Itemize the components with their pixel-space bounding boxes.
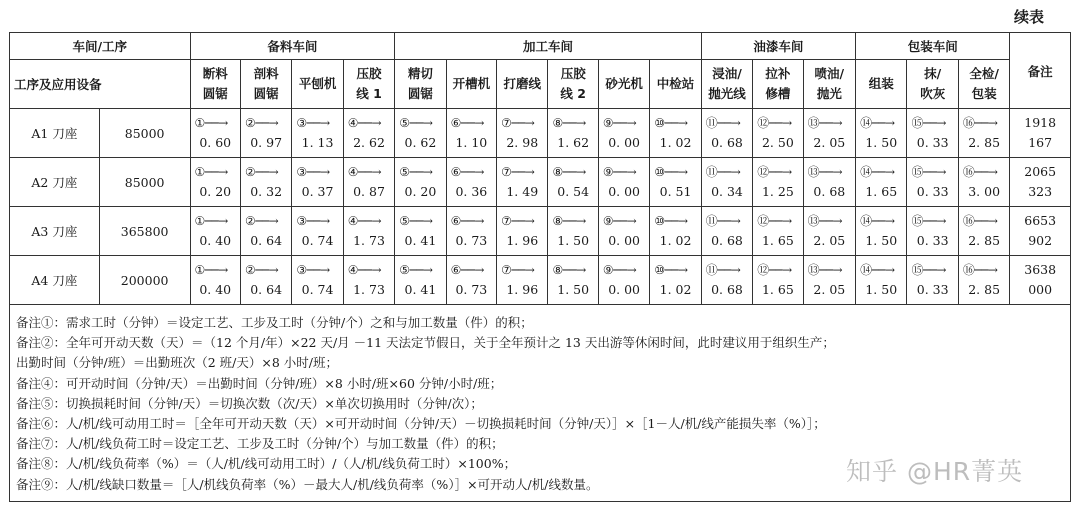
station-header xyxy=(598,60,649,109)
step-time: 0. 97 xyxy=(250,135,283,150)
station-header xyxy=(650,60,701,109)
process-step-cell xyxy=(497,256,548,305)
step-marker: ⑮──→ xyxy=(911,116,946,130)
step-time: 3. 00 xyxy=(968,184,1001,199)
step-marker: ⑦──→ xyxy=(501,165,535,179)
step-time: 1. 13 xyxy=(301,135,334,150)
process-step-cell xyxy=(701,109,752,158)
step-marker: ⑧──→ xyxy=(552,165,586,179)
step-marker: ⑫──→ xyxy=(757,116,792,130)
step-time: 2. 05 xyxy=(813,282,846,297)
station-header-text: 喷油/ xyxy=(814,66,845,81)
step-time: 0. 33 xyxy=(916,282,949,297)
step-marker: ⑪──→ xyxy=(705,165,741,179)
step-marker: ⑯──→ xyxy=(962,214,998,228)
step-time: 1. 02 xyxy=(659,135,692,150)
step-time: 1. 50 xyxy=(865,135,898,150)
product-quantity: 365800 xyxy=(99,207,190,256)
process-step-cell xyxy=(395,256,446,305)
step-time: 0. 36 xyxy=(455,184,488,199)
step-marker: ⑫──→ xyxy=(757,263,792,277)
note-line: 备注④：可开动时间（分钟/天）＝出勤时间（分钟/班）×8 小时/班×60 分钟/小时/班； xyxy=(16,375,503,391)
station-header-text: 组装 xyxy=(868,76,894,91)
process-step-cell xyxy=(446,158,496,207)
process-step-cell xyxy=(753,207,803,256)
product-name: A2 刀座 xyxy=(10,158,100,207)
remarks-header: 备注 xyxy=(1010,33,1071,109)
step-marker: ⑯──→ xyxy=(962,165,998,179)
station-header xyxy=(701,60,752,109)
process-step-cell xyxy=(343,109,394,158)
step-time: 0. 20 xyxy=(404,184,437,199)
process-step-cell xyxy=(701,158,752,207)
step-time: 1. 50 xyxy=(557,282,590,297)
process-table xyxy=(9,32,1071,502)
workshop-header: 油漆车间 xyxy=(701,33,855,60)
product-name: A1 刀座 xyxy=(10,109,100,158)
step-marker: ④──→ xyxy=(347,263,382,277)
step-marker: ③──→ xyxy=(296,116,330,130)
step-marker: ⑯──→ xyxy=(962,263,998,277)
step-time: 0. 41 xyxy=(404,282,437,297)
process-step-cell xyxy=(446,207,496,256)
process-step-cell xyxy=(907,109,958,158)
step-time: 1. 73 xyxy=(353,233,385,248)
station-header-text: 拉补 xyxy=(765,66,791,81)
row-remark-line: 6653 xyxy=(1024,213,1057,228)
station-header-text: 抹/ xyxy=(924,66,942,81)
process-step-cell xyxy=(240,109,291,158)
table-row xyxy=(10,158,1071,207)
process-step-cell xyxy=(292,109,343,158)
process-label-header: 工序及应用设备 xyxy=(10,60,191,109)
process-step-cell xyxy=(856,207,907,256)
process-step-cell xyxy=(395,109,446,158)
step-marker: ⑭──→ xyxy=(860,263,895,277)
step-marker: ⑬──→ xyxy=(807,116,843,130)
step-marker: ⑯──→ xyxy=(962,116,998,130)
process-step-cell xyxy=(650,158,701,207)
step-time: 0. 20 xyxy=(199,184,232,199)
process-step-cell xyxy=(548,158,598,207)
step-marker: ①──→ xyxy=(194,214,228,228)
station-header-text: 断料 xyxy=(202,66,228,81)
station-header-text: 圆锯 xyxy=(407,86,433,101)
row-remark-line: 3638 xyxy=(1024,262,1057,277)
step-marker: ⑥──→ xyxy=(450,165,484,179)
process-step-cell xyxy=(190,207,240,256)
station-header-text: 全检/ xyxy=(969,66,999,81)
product-quantity: 85000 xyxy=(99,109,190,158)
process-step-cell xyxy=(650,256,701,305)
station-header-text: 圆锯 xyxy=(202,86,228,101)
station-header-text: 开槽机 xyxy=(452,76,491,91)
process-step-cell xyxy=(856,158,907,207)
step-marker: ⑭──→ xyxy=(860,214,895,228)
note-line: 备注①：需求工时（分钟）＝设定工艺、工步及工时（分钟/个）之和与加工数量（件）的积； xyxy=(16,315,533,330)
process-step-cell xyxy=(753,158,803,207)
process-step-cell xyxy=(598,207,649,256)
step-marker: ②──→ xyxy=(244,263,279,277)
watermark: 知乎 @HR菁英 xyxy=(846,457,1024,486)
step-time: 1. 10 xyxy=(455,135,488,150)
station-header-text: 圆锯 xyxy=(253,86,279,101)
step-marker: ⑦──→ xyxy=(501,214,535,228)
step-time: 2. 50 xyxy=(761,135,794,150)
process-step-cell xyxy=(240,207,291,256)
row-remark-line: 1918 xyxy=(1024,115,1057,130)
step-marker: ①──→ xyxy=(194,165,228,179)
step-marker: ④──→ xyxy=(347,214,382,228)
step-marker: ⑤──→ xyxy=(399,263,433,277)
process-step-cell xyxy=(803,109,855,158)
step-time: 0. 64 xyxy=(250,282,283,297)
step-time: 0. 32 xyxy=(250,184,283,199)
station-header xyxy=(292,60,343,109)
step-marker: ⑮──→ xyxy=(911,263,946,277)
station-header-text: 中检站 xyxy=(656,76,695,91)
station-header xyxy=(240,60,291,109)
station-header xyxy=(446,60,496,109)
step-marker: ⑪──→ xyxy=(705,214,741,228)
station-header-text: 精切 xyxy=(407,66,433,81)
station-header-text: 压胶 xyxy=(356,66,382,81)
station-header-text: 吹灰 xyxy=(920,86,946,101)
product-name: A4 刀座 xyxy=(10,256,100,305)
step-marker: ⑧──→ xyxy=(552,214,586,228)
station-header xyxy=(190,60,240,109)
step-time: 0. 74 xyxy=(301,233,334,248)
step-time: 0. 51 xyxy=(659,184,692,199)
step-marker: ⑤──→ xyxy=(399,165,433,179)
station-header-text: 砂光机 xyxy=(605,76,643,91)
process-step-cell xyxy=(292,256,343,305)
step-marker: ⑥──→ xyxy=(450,263,484,277)
process-step-cell xyxy=(803,207,855,256)
step-marker: ⑭──→ xyxy=(860,165,895,179)
step-marker: ⑫──→ xyxy=(757,214,792,228)
step-marker: ⑩──→ xyxy=(654,214,688,228)
step-marker: ⑬──→ xyxy=(807,214,843,228)
product-quantity: 200000 xyxy=(99,256,190,305)
step-time: 1. 62 xyxy=(557,135,590,150)
station-header xyxy=(907,60,958,109)
step-time: 2. 62 xyxy=(353,135,385,150)
process-step-cell xyxy=(803,158,855,207)
step-time: 2. 85 xyxy=(968,233,1001,248)
process-step-cell xyxy=(343,158,394,207)
process-step-cell xyxy=(292,158,343,207)
step-time: 1. 02 xyxy=(659,233,692,248)
station-header xyxy=(548,60,598,109)
station-header-text: 打磨线 xyxy=(503,76,542,91)
process-step-cell xyxy=(292,207,343,256)
step-marker: ⑦──→ xyxy=(501,116,535,130)
step-marker: ⑬──→ xyxy=(807,263,843,277)
row-label-header: 车间/工序 xyxy=(10,33,191,60)
step-marker: ⑫──→ xyxy=(757,165,792,179)
station-header-text: 线 2 xyxy=(560,86,586,101)
step-time: 1. 65 xyxy=(761,282,794,297)
station-header-text: 剖料 xyxy=(253,66,279,81)
station-header-text: 压胶 xyxy=(560,66,586,81)
step-time: 0. 00 xyxy=(608,135,641,150)
step-time: 0. 74 xyxy=(301,282,334,297)
process-step-cell xyxy=(240,158,291,207)
step-marker: ②──→ xyxy=(244,214,279,228)
process-step-cell xyxy=(753,109,803,158)
step-marker: ⑨──→ xyxy=(602,116,637,130)
step-marker: ⑩──→ xyxy=(654,263,688,277)
step-marker: ⑧──→ xyxy=(552,263,586,277)
row-remark xyxy=(1010,256,1071,305)
station-header xyxy=(497,60,548,109)
step-marker: ①──→ xyxy=(194,263,228,277)
station-header-text: 浸油/ xyxy=(712,66,742,81)
station-header xyxy=(803,60,855,109)
step-marker: ②──→ xyxy=(244,165,279,179)
process-step-cell xyxy=(650,109,701,158)
step-time: 0. 37 xyxy=(301,184,334,199)
step-time: 0. 54 xyxy=(557,184,590,199)
step-time: 0. 33 xyxy=(916,233,949,248)
step-time: 1. 50 xyxy=(865,233,898,248)
step-marker: ④──→ xyxy=(347,165,382,179)
station-header-text: 修槽 xyxy=(765,86,791,101)
step-time: 0. 34 xyxy=(711,184,743,199)
step-marker: ⑬──→ xyxy=(807,165,843,179)
step-marker: ⑤──→ xyxy=(399,116,433,130)
row-remark-line: 2065 xyxy=(1024,164,1057,179)
step-marker: ⑩──→ xyxy=(654,116,688,130)
step-marker: ⑪──→ xyxy=(705,116,741,130)
product-quantity: 85000 xyxy=(99,158,190,207)
step-marker: ⑩──→ xyxy=(654,165,688,179)
table-row xyxy=(10,256,1071,305)
process-step-cell xyxy=(907,207,958,256)
process-step-cell xyxy=(958,158,1009,207)
step-time: 2. 05 xyxy=(813,135,846,150)
step-time: 0. 60 xyxy=(199,135,232,150)
step-marker: ⑨──→ xyxy=(602,165,637,179)
step-marker: ⑨──→ xyxy=(602,214,637,228)
process-step-cell xyxy=(650,207,701,256)
step-time: 0. 68 xyxy=(711,233,743,248)
step-time: 2. 98 xyxy=(506,135,539,150)
step-time: 0. 73 xyxy=(455,233,488,248)
process-step-cell xyxy=(497,158,548,207)
process-step-cell xyxy=(856,109,907,158)
step-time: 0. 00 xyxy=(608,184,641,199)
process-step-cell xyxy=(190,158,240,207)
step-time: 0. 41 xyxy=(404,233,437,248)
process-step-cell xyxy=(753,256,803,305)
process-step-cell xyxy=(856,256,907,305)
process-step-cell xyxy=(958,109,1009,158)
step-time: 1. 96 xyxy=(506,282,539,297)
process-step-cell xyxy=(598,109,649,158)
process-step-cell xyxy=(701,256,752,305)
step-time: 0. 33 xyxy=(916,184,949,199)
step-marker: ③──→ xyxy=(296,263,330,277)
station-header-text: 线 1 xyxy=(356,86,382,101)
step-marker: ⑭──→ xyxy=(860,116,895,130)
step-time: 0. 62 xyxy=(404,135,437,150)
step-time: 0. 00 xyxy=(608,282,641,297)
step-time: 1. 02 xyxy=(659,282,692,297)
station-header xyxy=(856,60,907,109)
step-marker: ⑤──→ xyxy=(399,214,433,228)
step-marker: ⑥──→ xyxy=(450,116,484,130)
process-step-cell xyxy=(343,256,394,305)
step-marker: ⑮──→ xyxy=(911,214,946,228)
step-time: 0. 64 xyxy=(250,233,283,248)
step-marker: ⑨──→ xyxy=(602,263,637,277)
step-time: 0. 40 xyxy=(199,233,232,248)
step-marker: ⑦──→ xyxy=(501,263,535,277)
row-remark xyxy=(1010,109,1071,158)
note-line: 备注⑨：人/机/线缺口数量＝［人/机线负荷率（%）－最大人/机/线负荷率（%）］×可开动人/机/线数量。 xyxy=(16,476,599,492)
process-step-cell xyxy=(497,109,548,158)
continued-label: 续表 xyxy=(1013,8,1044,26)
step-time: 0. 68 xyxy=(711,135,743,150)
workshop-header: 备料车间 xyxy=(190,33,395,60)
process-step-cell xyxy=(958,256,1009,305)
step-time: 0. 87 xyxy=(353,184,385,199)
step-time: 1. 65 xyxy=(761,233,794,248)
station-header-text: 包装 xyxy=(971,86,997,101)
process-step-cell xyxy=(548,256,598,305)
station-header-text: 抛光 xyxy=(816,86,842,101)
note-line: 备注⑤：切换损耗时间（分钟/天）＝切换次数（次/天）×单次切换用时（分钟/次）； xyxy=(16,395,483,411)
step-time: 2. 85 xyxy=(968,135,1001,150)
step-time: 1. 50 xyxy=(557,233,590,248)
step-marker: ④──→ xyxy=(347,116,382,130)
process-step-cell xyxy=(395,158,446,207)
step-marker: ③──→ xyxy=(296,214,330,228)
workshop-header: 加工车间 xyxy=(395,33,702,60)
table-row xyxy=(10,109,1071,158)
step-marker: ③──→ xyxy=(296,165,330,179)
process-step-cell xyxy=(446,109,496,158)
process-step-cell xyxy=(190,109,240,158)
table-row xyxy=(10,207,1071,256)
process-step-cell xyxy=(598,256,649,305)
process-step-cell xyxy=(701,207,752,256)
step-marker: ⑮──→ xyxy=(911,165,946,179)
row-remark-line: 902 xyxy=(1028,233,1053,248)
note-line: 备注⑥：人/机/线可动用工时＝［全年可开动天数（天）×可开动时间（分钟/天）－切换损耗时间（分钟/天）］×［1－人/机/线产能损失率（%）］； xyxy=(16,416,826,432)
process-step-cell xyxy=(497,207,548,256)
station-header-text: 平刨机 xyxy=(298,76,337,91)
station-header xyxy=(395,60,446,109)
step-time: 1. 96 xyxy=(506,233,539,248)
note-line: 出勤时间（分钟/班）＝出勤班次（2 班/天）×8 小时/班； xyxy=(16,355,338,371)
step-time: 2. 05 xyxy=(813,233,846,248)
process-step-cell xyxy=(548,207,598,256)
process-step-cell xyxy=(598,158,649,207)
process-step-cell xyxy=(343,207,394,256)
process-step-cell xyxy=(958,207,1009,256)
row-remark-line: 323 xyxy=(1028,184,1053,199)
note-line: 备注⑦：人/机/线负荷工时＝设定工艺、工步及工时（分钟/个）与加工数量（件）的积； xyxy=(16,436,504,452)
station-header xyxy=(753,60,803,109)
station-header xyxy=(343,60,394,109)
row-remark-line: 167 xyxy=(1028,135,1053,150)
step-time: 2. 85 xyxy=(968,282,1001,297)
step-marker: ⑥──→ xyxy=(450,214,484,228)
note-line: 备注⑧：人/机/线负荷率（%）＝（人/机/线可动用工时）/（人/机/线负荷工时）×100%； xyxy=(16,456,517,472)
step-time: 0. 68 xyxy=(711,282,743,297)
row-remark-line: 000 xyxy=(1028,282,1053,297)
step-time: 0. 40 xyxy=(199,282,232,297)
step-time: 1. 25 xyxy=(761,184,794,199)
step-time: 0. 33 xyxy=(916,135,949,150)
station-header-text: 抛光线 xyxy=(708,86,746,101)
step-marker: ⑧──→ xyxy=(552,116,586,130)
station-header xyxy=(958,60,1009,109)
process-step-cell xyxy=(907,158,958,207)
process-step-cell xyxy=(803,256,855,305)
process-step-cell xyxy=(907,256,958,305)
product-name: A3 刀座 xyxy=(10,207,100,256)
step-time: 1. 49 xyxy=(506,184,539,199)
step-time: 1. 65 xyxy=(865,184,898,199)
step-time: 1. 73 xyxy=(353,282,385,297)
step-marker: ②──→ xyxy=(244,116,279,130)
step-marker: ⑪──→ xyxy=(705,263,741,277)
step-time: 1. 50 xyxy=(865,282,898,297)
process-step-cell xyxy=(395,207,446,256)
step-time: 0. 68 xyxy=(813,184,846,199)
note-line: 备注②：全年可开动天数（天）＝（12 个月/年）×22 天/月 －11 天法定节假日，关于全年预计之 13 天出游等休闲时间，此时建议用于组织生产； xyxy=(16,335,835,351)
row-remark xyxy=(1010,158,1071,207)
process-step-cell xyxy=(190,256,240,305)
process-step-cell xyxy=(240,256,291,305)
step-marker: ①──→ xyxy=(194,116,228,130)
process-step-cell xyxy=(446,256,496,305)
row-remark xyxy=(1010,207,1071,256)
step-time: 0. 73 xyxy=(455,282,488,297)
step-time: 0. 00 xyxy=(608,233,641,248)
workshop-header: 包装车间 xyxy=(856,33,1010,60)
process-step-cell xyxy=(548,109,598,158)
